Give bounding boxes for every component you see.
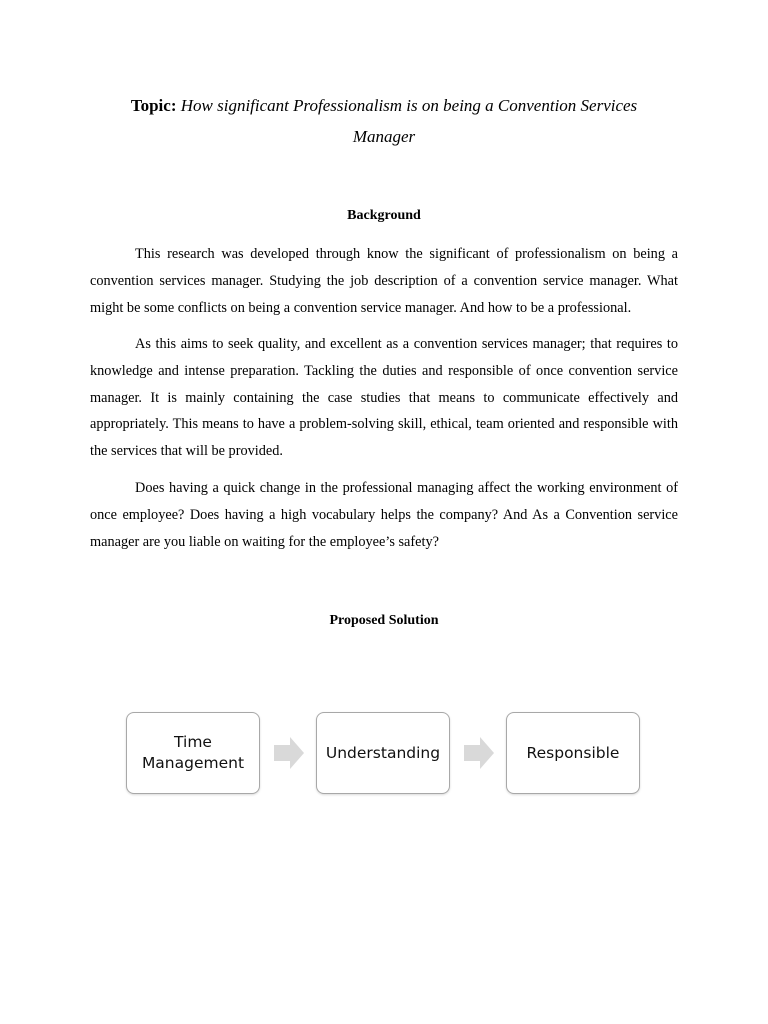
topic-title: [90, 90, 678, 152]
proposed-solution-heading: Proposed Solution: [329, 613, 439, 628]
step-box-responsible: [506, 712, 640, 794]
topic-text-line1: How significant Professionalism is on being a Convention Services: [180, 96, 638, 115]
background-paragraph-2: As this aims to seek quality, and excellent as a convention services manager; that requires to knowledge and intense preparation. Tackling the duties and responsible of once convention service manager. It is mainly containing the case studies that means to communicate effectively and appropriately. This means to have a problem-solving skill, ethical, team oriented and responsible with the services that will be provided.: [90, 336, 678, 460]
step-label-understanding: Understanding: [325, 743, 441, 762]
step-box-understanding: [316, 712, 450, 794]
step-label-time-management: Time Management: [141, 733, 245, 772]
topic-text-line2: Manager: [352, 127, 416, 146]
step-box-time-management: [126, 712, 260, 794]
topic-label: Topic:: [130, 96, 177, 115]
background-paragraph-3: Does having a quick change in the professional managing affect the working environment of once employee? Does having a high vocabulary helps the company? And As a Convention service manager are you liable on waiting for the employee’s safety?: [90, 480, 678, 550]
right-arrow-icon: [274, 737, 304, 769]
right-arrow-icon: [464, 737, 494, 769]
step-label-responsible: Responsible: [526, 743, 620, 762]
background-paragraph-1: This research was developed through know the significant of professionalism on being a convention services manager. Studying the job description of a convention service manager. What might be some conflicts on being a convention service manager. And how to be a professional.: [90, 246, 678, 316]
background-heading: Background: [347, 208, 421, 223]
